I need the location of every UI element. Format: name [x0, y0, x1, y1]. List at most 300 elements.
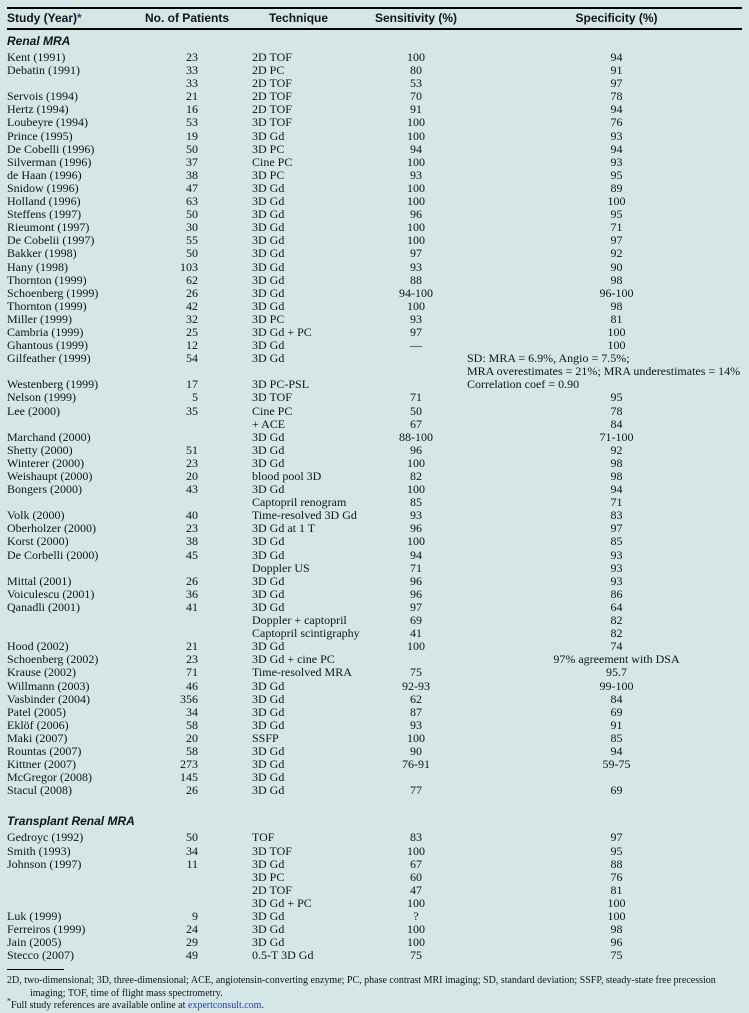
- table-row: [7, 287, 742, 300]
- study-cell: Stecco (2007): [7, 948, 74, 963]
- sensitivity-cell: 50: [410, 403, 422, 418]
- study-cell: Shetty (2000): [7, 442, 73, 457]
- patients-cell: [142, 431, 232, 444]
- table-header: [7, 8, 742, 29]
- sensitivity-cell: 100: [407, 935, 425, 950]
- study-cell: [7, 562, 142, 575]
- technique-cell: Cine PC: [252, 403, 293, 418]
- sensitivity-cell: 83: [410, 830, 422, 845]
- study-cell: Oberholzer (2000): [7, 521, 96, 536]
- study-cell: Cambria (1999): [7, 324, 84, 339]
- sensitivity-cell: 93: [410, 508, 422, 523]
- specificity-cell: 100: [607, 194, 626, 209]
- specificity-cell: 78: [610, 89, 623, 104]
- patients-cell: 23: [186, 455, 198, 470]
- patients-cell: 273: [180, 757, 198, 772]
- study-cell: Marchand (2000): [7, 429, 91, 444]
- technique-cell: 3D Gd: [252, 909, 285, 923]
- sensitivity-cell: 100: [407, 233, 425, 248]
- study-cell: Ferreiros (1999): [7, 922, 86, 937]
- patients-cell: 24: [186, 922, 198, 937]
- technique-cell: 3D PC: [252, 311, 285, 326]
- specificity-cell: 81: [610, 311, 623, 326]
- study-cell: Miller (1999): [7, 311, 72, 326]
- technique-cell: blood pool 3D: [252, 469, 322, 483]
- specificity-cell: 76: [610, 115, 623, 130]
- patients-cell: 62: [186, 272, 198, 287]
- table-row: [7, 771, 742, 784]
- patients-cell: 46: [186, 678, 198, 693]
- technique-cell: 3D Gd: [252, 482, 285, 497]
- table-row: [7, 339, 742, 352]
- table-row: [7, 666, 742, 679]
- specificity-cell: 93: [610, 573, 623, 588]
- patients-cell: 71: [186, 665, 198, 680]
- technique-cell: + ACE: [252, 416, 286, 431]
- study-cell: Weishaupt (2000): [7, 469, 93, 483]
- patients-cell: 20: [186, 730, 198, 745]
- sensitivity-cell: 93: [410, 167, 422, 182]
- sensitivity-cell: 76-91: [402, 757, 430, 772]
- study-cell: Smith (1993): [7, 843, 71, 858]
- technique-cell: 3D Gd: [252, 194, 285, 209]
- technique-cell: 3D Gd: [252, 207, 285, 222]
- study-cell: Loubeyre (1994): [7, 115, 88, 130]
- sensitivity-cell: 100: [407, 50, 425, 64]
- sensitivity-cell: 47: [410, 882, 422, 897]
- technique-cell: 3D PC: [252, 141, 285, 156]
- sensitivity-cell: 97: [410, 246, 422, 261]
- sensitivity-cell: 80: [410, 63, 422, 78]
- patients-cell: [142, 418, 232, 431]
- technique-cell: 3D Gd: [252, 351, 285, 366]
- sensitivity-cell: 100: [407, 895, 425, 910]
- patients-cell: 53: [186, 115, 198, 130]
- specificity-cell: 98: [610, 298, 623, 313]
- study-cell: Bongers (2000): [7, 482, 82, 497]
- table-row: [7, 732, 742, 745]
- sensitivity-cell: 88: [410, 272, 422, 287]
- sensitivity-cell: 60: [410, 869, 422, 884]
- specificity-cell: 83: [610, 508, 623, 523]
- study-footnote-asterisk: *: [77, 11, 82, 25]
- specificity-cell: 82: [610, 626, 623, 641]
- technique-cell: 3D Gd: [252, 599, 285, 614]
- specificity-cell: 82: [610, 613, 623, 628]
- study-cell: Korst (2000): [7, 534, 69, 549]
- study-cell: Thornton (1999): [7, 272, 87, 287]
- technique-cell: 3D Gd: [252, 856, 285, 871]
- sensitivity-cell: 94: [410, 547, 422, 562]
- table-row: [7, 653, 742, 666]
- specificity-cell: 71: [610, 495, 623, 510]
- sensitivity-cell: 92-93: [402, 678, 430, 693]
- technique-cell: 3D Gd: [252, 783, 285, 798]
- patients-cell: 54: [186, 351, 198, 366]
- study-cell: Westenberg (1999): [7, 377, 99, 392]
- technique-cell: 3D Gd: [252, 757, 285, 772]
- sensitivity-cell: 93: [410, 259, 422, 274]
- table-row: [7, 116, 742, 129]
- specificity-cell: 85: [610, 534, 623, 549]
- table-row: [7, 562, 742, 575]
- specificity-cell: 96-100: [599, 285, 634, 300]
- table-row: [7, 208, 742, 221]
- table-row: [7, 431, 742, 444]
- table-row: [7, 313, 742, 326]
- technique-cell: 3D TOF: [252, 843, 292, 858]
- table-row: [7, 549, 742, 562]
- sensitivity-cell: 77: [410, 783, 422, 798]
- table-row: [7, 719, 742, 732]
- section-label: Renal MRA: [7, 34, 71, 48]
- table-row: [7, 693, 742, 706]
- specificity-cell: 100: [607, 324, 626, 339]
- sensitivity-cell: 91: [410, 102, 422, 117]
- table-row: [7, 391, 742, 404]
- technique-cell: 3D Gd + cine PC: [252, 652, 335, 667]
- specificity-cell: 95: [610, 207, 623, 222]
- sensitivity-cell: 62: [410, 691, 422, 706]
- study-cell: Hood (2002): [7, 639, 69, 654]
- patients-cell: 35: [186, 403, 198, 418]
- specificity-cell: 91: [610, 717, 623, 732]
- specificity-cell: 84: [610, 416, 623, 431]
- patients-cell: 50: [186, 830, 198, 845]
- specificity-cell: 85: [610, 730, 623, 745]
- study-cell: Voiculescu (2001): [7, 586, 95, 601]
- table-row: [7, 910, 742, 923]
- technique-cell: 2D TOF: [252, 882, 292, 897]
- table-row: [7, 51, 742, 64]
- sensitivity-cell: 93: [410, 717, 422, 732]
- specificity-cell: 95: [610, 390, 623, 405]
- technique-cell: 3D PC: [252, 869, 285, 884]
- table-row: [7, 234, 742, 247]
- sensitivity-cell: 100: [407, 220, 425, 235]
- study-cell: Snidow (1996): [7, 180, 79, 195]
- study-cell: Prince (1995): [7, 128, 73, 143]
- patients-cell: 40: [186, 508, 198, 523]
- technique-cell: 3D PC: [252, 167, 285, 182]
- sensitivity-cell: 41: [410, 626, 422, 641]
- table-row: [7, 745, 742, 758]
- specificity-cell: 81: [610, 882, 623, 897]
- patients-cell: 58: [186, 743, 198, 758]
- specificity-cell: 93: [610, 128, 623, 143]
- specificity-cell: [467, 771, 742, 784]
- sensitivity-cell: 67: [410, 416, 422, 431]
- technique-cell: 3D Gd: [252, 285, 285, 300]
- technique-cell: Doppler US: [252, 560, 310, 575]
- patients-cell: [142, 897, 232, 910]
- table-row: [7, 90, 742, 103]
- patients-cell: 23: [186, 50, 198, 64]
- technique-cell: 3D TOF: [252, 390, 292, 405]
- technique-cell: 3D PC-PSL: [252, 377, 310, 392]
- sensitivity-cell: [365, 352, 467, 365]
- specificity-cell: 88: [610, 856, 623, 871]
- specificity-cell: 98: [610, 272, 623, 287]
- technique-cell: Cine PC: [252, 154, 293, 169]
- patients-cell: 43: [186, 482, 198, 497]
- patients-cell: 21: [186, 639, 198, 654]
- patients-cell: 30: [186, 220, 198, 235]
- footnote-divider: [7, 969, 64, 970]
- expertconsult-link[interactable]: expertconsult.com: [187, 1000, 262, 1012]
- table-row: [7, 221, 742, 234]
- table-row: [7, 614, 742, 627]
- specificity-cell: 93: [610, 154, 623, 169]
- patients-cell: 23: [186, 521, 198, 536]
- study-cell: De Corbelli (2000): [7, 547, 99, 562]
- sensitivity-cell: 100: [407, 922, 425, 937]
- specificity-cell: 97% agreement with DSA: [553, 652, 680, 667]
- patients-cell: 45: [186, 547, 198, 562]
- patients-cell: 34: [186, 843, 198, 858]
- sensitivity-cell: 100: [407, 115, 425, 130]
- patients-cell: 103: [180, 259, 198, 274]
- technique-cell: 3D Gd: [252, 534, 285, 549]
- sensitivity-cell: 70: [410, 89, 422, 104]
- sensitivity-cell: 94: [410, 141, 422, 156]
- sensitivity-cell: 82: [410, 469, 422, 483]
- study-cell: Kittner (2007): [7, 757, 76, 772]
- specificity-cell: 90: [610, 259, 623, 274]
- patients-cell: 34: [186, 704, 198, 719]
- technique-cell: 3D Gd: [252, 233, 285, 248]
- patients-cell: 42: [186, 298, 198, 313]
- specificity-cell: 94: [610, 743, 623, 758]
- sensitivity-cell: 100: [407, 154, 425, 169]
- table-row: [7, 261, 742, 274]
- table-row: [7, 897, 742, 910]
- study-cell: Maki (2007): [7, 730, 68, 745]
- technique-cell: 3D Gd: [252, 573, 285, 588]
- specificity-cell: 97: [610, 76, 623, 91]
- patients-cell: 16: [186, 102, 198, 117]
- patients-cell: 63: [186, 194, 198, 209]
- patients-cell: 32: [186, 311, 198, 326]
- technique-cell: 3D Gd: [252, 704, 285, 719]
- patients-cell: 41: [186, 599, 198, 614]
- specificity-cell: 98: [610, 469, 623, 483]
- table-row: [7, 483, 742, 496]
- patients-cell: 51: [186, 442, 198, 457]
- patients-cell: 47: [186, 180, 198, 195]
- patients-cell: 26: [186, 285, 198, 300]
- technique-cell: 2D TOF: [252, 102, 292, 117]
- specificity-cell: 74: [610, 639, 623, 654]
- study-cell: Schoenberg (2002): [7, 652, 99, 667]
- specificity-cell: 89: [610, 180, 623, 195]
- study-cell: Rountas (2007): [7, 743, 82, 758]
- study-cell: McGregor (2008): [7, 770, 92, 785]
- specificity-cell: 71: [610, 220, 623, 235]
- patients-cell: 49: [186, 948, 198, 963]
- patients-cell: [142, 614, 232, 627]
- sensitivity-cell: 90: [410, 743, 422, 758]
- technique-cell: 3D Gd: [252, 691, 285, 706]
- patients-cell: 50: [186, 141, 198, 156]
- technique-cell: 3D Gd: [252, 678, 285, 693]
- specificity-cell: 98: [610, 455, 623, 470]
- study-cell: Rieumont (1997): [7, 220, 90, 235]
- study-cell: Eklöf (2006): [7, 717, 69, 732]
- table-row: [7, 522, 742, 535]
- technique-cell: 3D Gd: [252, 743, 285, 758]
- table-row: [7, 103, 742, 116]
- table-row: [7, 130, 742, 143]
- table-row: [7, 588, 742, 601]
- patients-cell: 21: [186, 89, 198, 104]
- header-row: [7, 8, 742, 29]
- sensitivity-cell: 71: [410, 390, 422, 405]
- patients-cell: 17: [186, 377, 198, 392]
- footnotes: [7, 975, 742, 1013]
- col-header-sensitivity: Sensitivity (%): [365, 8, 467, 29]
- specificity-cell: 64: [610, 599, 623, 614]
- sensitivity-cell: 96: [410, 442, 422, 457]
- patients-cell: 11: [186, 856, 198, 871]
- sensitivity-cell: 97: [410, 324, 422, 339]
- study-cell: Gilfeather (1999): [7, 351, 91, 366]
- sensitivity-cell: 96: [410, 521, 422, 536]
- study-cell: De Cobelii (1997): [7, 233, 95, 248]
- table-row: [7, 418, 742, 431]
- sensitivity-cell: 100: [407, 194, 425, 209]
- table-row: [7, 195, 742, 208]
- col-header-specificity: Specificity (%): [467, 8, 742, 29]
- specificity-cell: 95: [610, 843, 623, 858]
- table-row: [7, 444, 742, 457]
- table-row: [7, 871, 742, 884]
- technique-cell: 3D Gd: [252, 220, 285, 235]
- sensitivity-cell: 88-100: [399, 429, 433, 444]
- technique-cell: 2D PC: [252, 63, 285, 78]
- table-row: [7, 923, 742, 936]
- specificity-cell: MRA overestimates = 21%; MRA underestimates = 14%: [467, 364, 741, 379]
- sensitivity-cell: 96: [410, 207, 422, 222]
- col-header-study: [7, 8, 142, 29]
- patients-cell: 55: [186, 233, 198, 248]
- table-row: [7, 169, 742, 182]
- technique-cell: 3D TOF: [252, 115, 292, 130]
- specificity-cell: 75: [610, 948, 623, 963]
- sensitivity-cell: 100: [407, 128, 425, 143]
- specificity-cell: 92: [610, 442, 623, 457]
- technique-cell: 3D Gd: [252, 246, 285, 261]
- technique-cell: 3D Gd: [252, 455, 285, 470]
- patients-cell: 36: [186, 586, 198, 601]
- patients-cell: 26: [186, 573, 198, 588]
- table-row: [7, 365, 742, 378]
- study-cell: Schoenberg (1999): [7, 285, 99, 300]
- table-row: [7, 274, 742, 287]
- study-cell: Kent (1991): [7, 50, 66, 64]
- study-cell: Krause (2002): [7, 665, 76, 680]
- technique-cell: SSFP: [252, 730, 279, 745]
- specificity-cell: 97: [610, 233, 623, 248]
- patients-cell: 9: [192, 909, 198, 923]
- table-row: [7, 378, 742, 391]
- specificity-cell: 91: [610, 63, 623, 78]
- technique-cell: Time-resolved MRA: [252, 665, 352, 680]
- table-row: [7, 784, 742, 797]
- specificity-cell: 59-75: [602, 757, 631, 772]
- table-row: [7, 156, 742, 169]
- study-cell: Ghantous (1999): [7, 338, 88, 353]
- study-cell: Holland (1996): [7, 194, 81, 209]
- technique-cell: 3D Gd + PC: [252, 895, 312, 910]
- specificity-cell: 96: [610, 935, 623, 950]
- col-header-patients: No. of Patients: [142, 8, 232, 29]
- study-cell: [7, 871, 142, 884]
- patients-cell: 145: [180, 770, 198, 785]
- table-row: [7, 326, 742, 339]
- table-row: [7, 509, 742, 522]
- technique-cell: 3D Gd: [252, 338, 285, 353]
- study-cell: Debatin (1991): [7, 63, 80, 78]
- specificity-cell: 94: [610, 482, 623, 497]
- patients-cell: 38: [186, 534, 198, 549]
- specificity-cell: 94: [610, 102, 623, 117]
- table-row: [7, 884, 742, 897]
- sensitivity-cell: 93: [410, 311, 422, 326]
- specificity-cell: 94: [610, 50, 623, 64]
- abbreviations-note: 2D, two-dimensional; 3D, three-dimensional; ACE, angiotensin-converting enzyme; PC, phase contrast MRI imaging; SD, standard deviation; SSFP, steady-state free precession imaging; TOF, time of flight mass spectrometry.: [7, 975, 716, 999]
- specificity-cell: 71-100: [599, 429, 634, 444]
- study-cell: Hertz (1994): [7, 102, 69, 117]
- study-cell: Winterer (2000): [7, 455, 85, 470]
- patients-cell: [142, 884, 232, 897]
- table-row: [7, 680, 742, 693]
- patients-cell: 12: [186, 338, 198, 353]
- study-cell: Servois (1994): [7, 89, 78, 104]
- table-row: [7, 858, 742, 871]
- specificity-cell: 95.7: [606, 665, 627, 680]
- sensitivity-cell: 97: [410, 599, 422, 614]
- patients-cell: 25: [186, 324, 198, 339]
- specificity-cell: 100: [607, 895, 626, 910]
- specificity-cell: 84: [610, 691, 623, 706]
- patients-cell: 19: [186, 128, 198, 143]
- spacer-row: [7, 797, 742, 810]
- sensitivity-cell: 100: [407, 730, 425, 745]
- sensitivity-cell: —: [410, 338, 422, 353]
- sensitivity-cell: 96: [410, 573, 422, 588]
- sensitivity-cell: [365, 365, 467, 378]
- specificity-cell: SD: MRA = 6.9%, Angio = 7.5%;: [467, 351, 630, 366]
- table-row: [7, 758, 742, 771]
- study-cell: Hany (1998): [7, 259, 68, 274]
- section-label: Transplant Renal MRA: [7, 814, 135, 829]
- sensitivity-cell: 85: [410, 495, 422, 510]
- study-cell: Stacul (2008): [7, 783, 72, 798]
- specificity-cell: 78: [610, 403, 623, 418]
- sensitivity-cell: ?: [413, 909, 419, 923]
- patients-cell: [142, 562, 232, 575]
- technique-cell: 3D Gd: [252, 442, 285, 457]
- patients-cell: 356: [180, 691, 198, 706]
- reference-text: Full study references are available online at: [11, 1000, 188, 1012]
- table-row: [7, 575, 742, 588]
- table-row: [7, 949, 742, 962]
- study-cell: Gedroyc (1992): [7, 830, 84, 845]
- table-row: [7, 457, 742, 470]
- study-cell: Patel (2005): [7, 704, 66, 719]
- table-row: [7, 405, 742, 418]
